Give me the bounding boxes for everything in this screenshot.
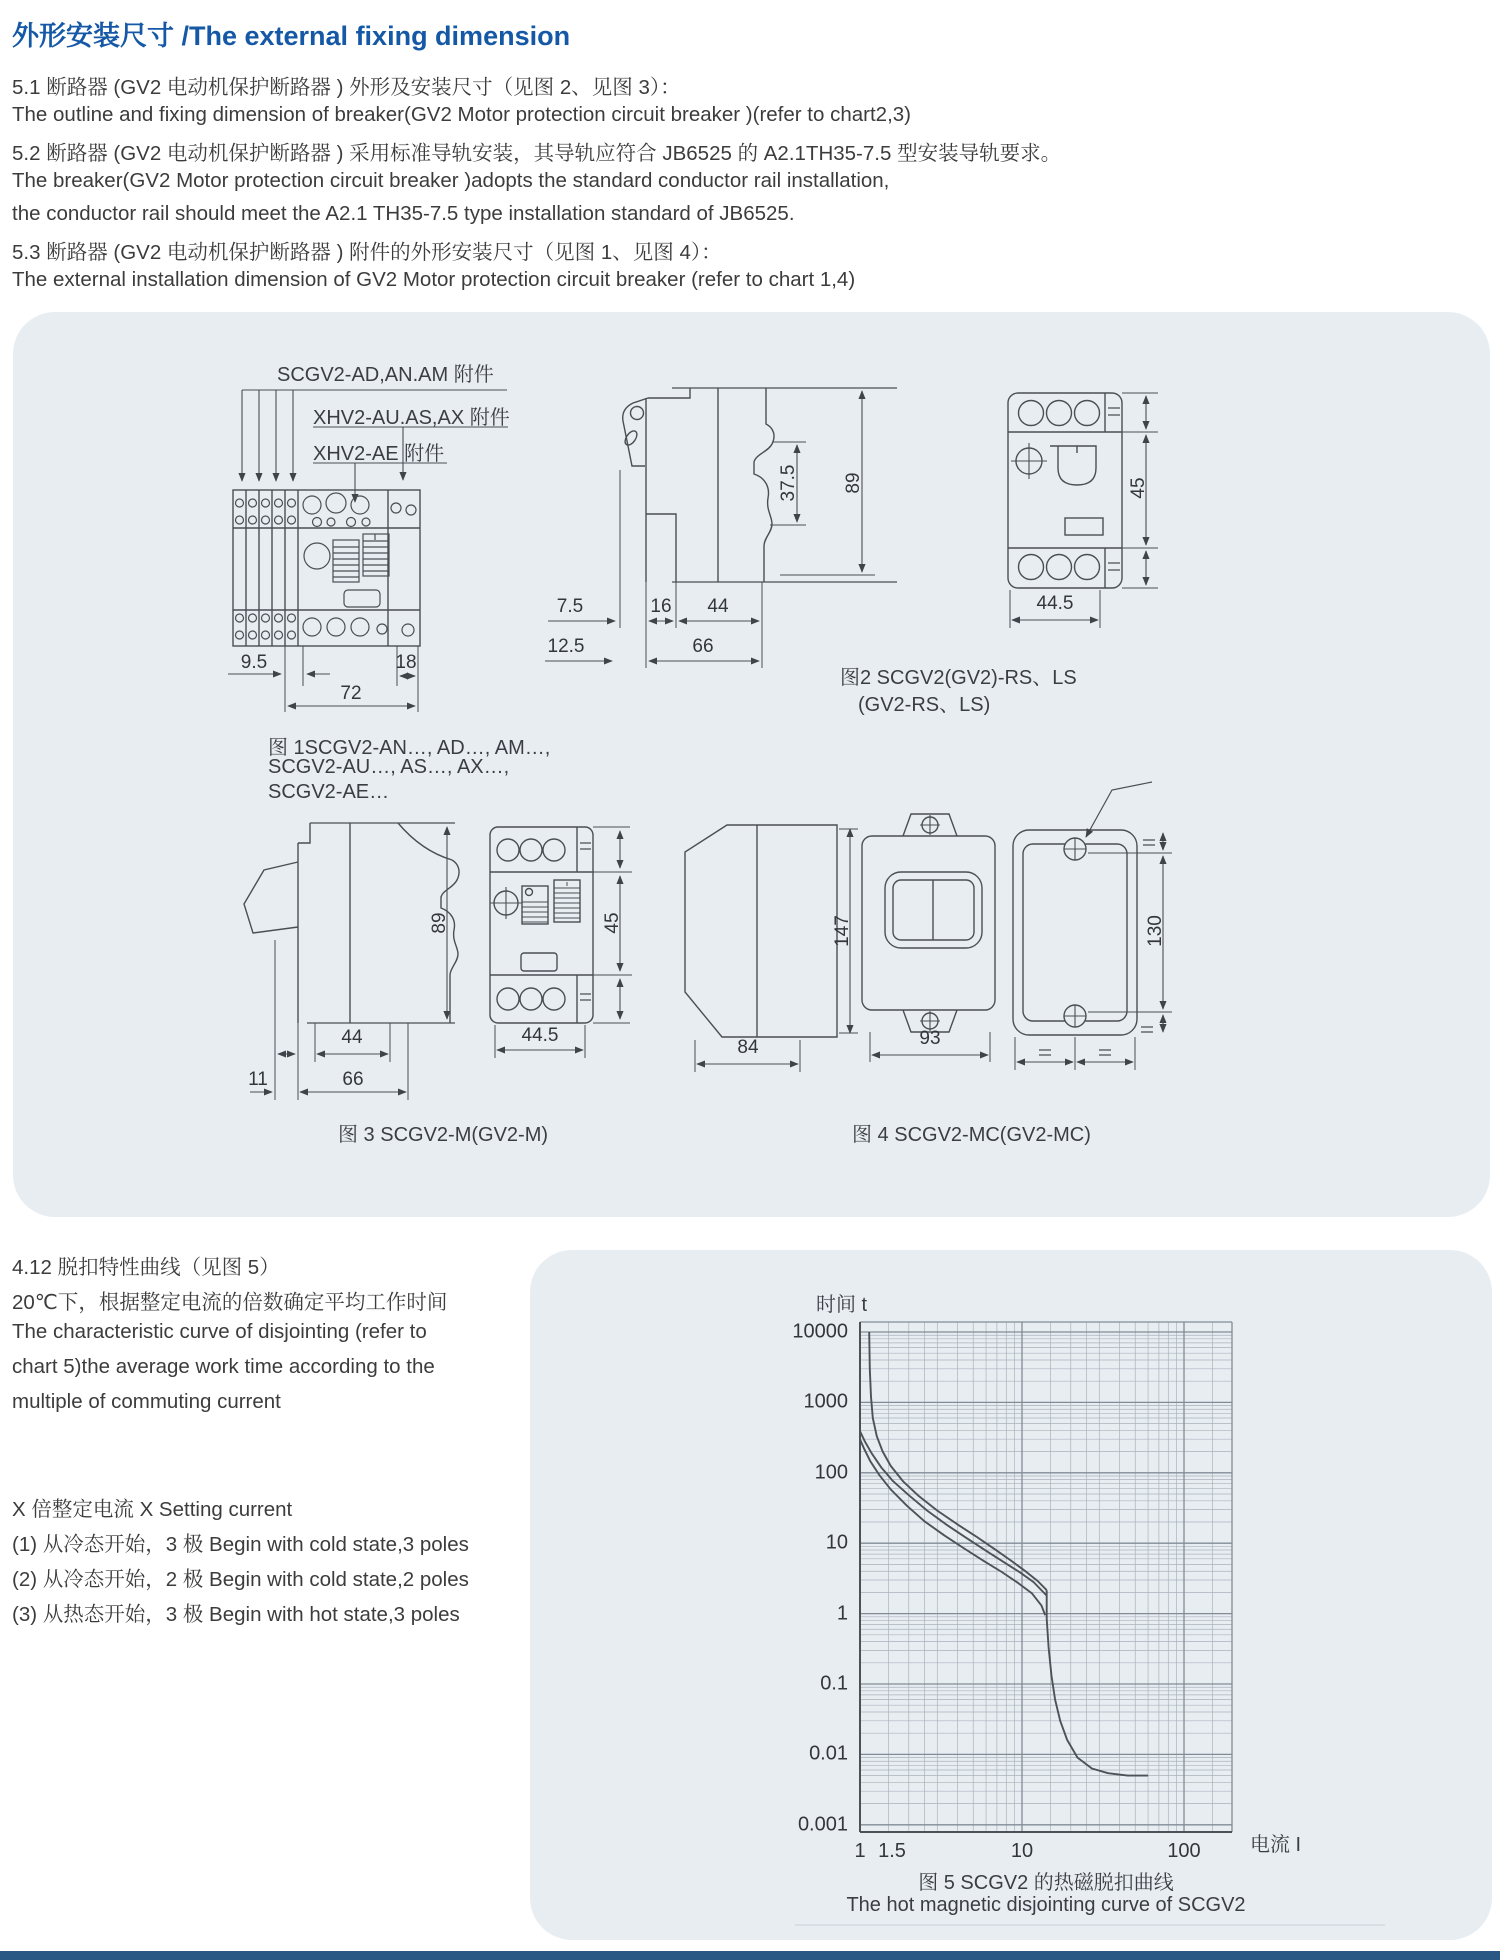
chart-y-tick: 0.001: [797, 1813, 848, 1836]
sec412-line: (1) 从冷态开始，3 极 Begin with cold state,3 poles: [12, 1533, 469, 1556]
fig2-dim-37-5: 37.5: [778, 464, 799, 502]
sec412-line: X 倍整定电流 X Setting current: [12, 1498, 293, 1521]
chart-x-tick: 1: [854, 1840, 866, 1862]
fig4-dim-130: 130: [1145, 915, 1166, 947]
fig2-front-dim-44-5: 44.5: [1036, 593, 1074, 614]
chart-y-tick: 10000: [792, 1320, 848, 1343]
chart-y-tick: 1: [836, 1602, 848, 1625]
fig2-dim-16: 16: [650, 596, 672, 617]
intro-line: 5.1 断路器 (GV2 电动机保护断路器 ) 外形及安装尺寸（见图 2、见图 3）：: [12, 76, 681, 99]
chart-caption-en: The hot magnetic disjointing curve of SCGV2: [846, 1894, 1246, 1916]
sec412-line: 20℃下，根据整定电流的倍数确定平均工作时间: [12, 1291, 448, 1314]
chart-y-tick: 0.1: [820, 1672, 848, 1695]
chart-x-tick: 1.5: [878, 1840, 906, 1862]
chart-y-tick: 0.01: [809, 1742, 848, 1765]
chart-x-tick: 100: [1167, 1840, 1201, 1862]
intro-line: 5.2 断路器 (GV2 电动机保护断路器 ) 采用标准导轨安装，其导轨应符合 JB6525 的 A2.1TH35-7.5 型安装导轨要求。: [12, 142, 1062, 165]
chart-panel-divider: [795, 1924, 1385, 1926]
intro-line: The breaker(GV2 Motor protection circuit breaker )adopts the standard conductor rail installation,: [12, 169, 890, 192]
fig4-dim-93: 93: [919, 1028, 941, 1049]
fig2-dim-12-5: 12.5: [547, 636, 585, 657]
fig3-front-dim-44-5: 44.5: [521, 1025, 559, 1046]
fig3-dim-44: 44: [341, 1027, 363, 1048]
fig1-dim-72: 72: [340, 683, 362, 704]
fig1-dim-9-5: 9.5: [240, 652, 268, 673]
fig2-dim-44: 44: [707, 596, 729, 617]
fig2-front-dim-45: 45: [1128, 477, 1149, 499]
sec412-line: 4.12 脱扣特性曲线（见图 5）: [12, 1256, 280, 1279]
chart-x-axis-title: 电流 I: [1250, 1834, 1302, 1856]
fig3-dim-66: 66: [342, 1069, 364, 1090]
chart-y-axis-title: 时间 t: [816, 1294, 868, 1316]
fig3-caption: 图 3 SCGV2-M(GV2-M): [338, 1124, 549, 1146]
page-title: 外形安装尺寸 /The external fixing dimension: [12, 21, 571, 51]
drawings-panel: [13, 312, 1490, 1217]
fig2-dim-66: 66: [692, 636, 714, 657]
fig1-attachment-label: SCGV2-AD,AN.AM 附件: [277, 364, 494, 386]
intro-line: The outline and fixing dimension of breaker(GV2 Motor protection circuit breaker )(refer to chart2,3): [12, 103, 911, 126]
sec412-line: multiple of commuting current: [12, 1390, 281, 1413]
fig4-dim-84: 84: [737, 1037, 759, 1058]
chart-y-tick: 10: [825, 1531, 848, 1554]
fig2-dim-7-5: 7.5: [556, 596, 584, 617]
fig3-dim-89: 89: [429, 912, 450, 934]
fig1-attachment-label: XHV2-AE 附件: [313, 443, 445, 465]
chart-x-tick: 10: [1010, 1840, 1034, 1862]
chart-y-tick: 1000: [803, 1390, 848, 1413]
sec412-line: (2) 从冷态开始，2 极 Begin with cold state,2 poles: [12, 1568, 469, 1591]
chart-panel: [530, 1250, 1492, 1940]
sec412-line: (3) 从热态开始，3 极 Begin with hot state,3 poles: [12, 1603, 460, 1626]
sec412-line: The characteristic curve of disjointing (refer to: [12, 1320, 427, 1343]
fig3-dim-11: 11: [248, 1069, 268, 1090]
chart-y-tick: 100: [814, 1461, 848, 1484]
fig2-dim-89: 89: [843, 472, 864, 494]
fig1-dim-18: 18: [395, 652, 417, 673]
intro-line: the conductor rail should meet the A2.1 TH35-7.5 type installation standard of JB6525.: [12, 202, 795, 225]
fig1-caption: SCGV2-AU…, AS…, AX…,: [268, 756, 510, 778]
intro-line: The external installation dimension of GV2 Motor protection circuit breaker (refer to chart 1,4): [12, 268, 856, 291]
fig2-caption: 图2 SCGV2(GV2)-RS、LS: [840, 667, 1077, 689]
sec412-line: chart 5)the average work time according to the: [12, 1355, 435, 1378]
page-footer-bar: [0, 1951, 1500, 1960]
fig3-front-dim-45: 45: [602, 912, 623, 934]
fig4-caption: 图 4 SCGV2-MC(GV2-MC): [852, 1124, 1091, 1146]
intro-line: 5.3 断路器 (GV2 电动机保护断路器 ) 附件的外形安装尺寸（见图 1、见图 4）：: [12, 241, 722, 264]
fig2-caption: (GV2-RS、LS): [858, 694, 991, 716]
fig1-caption: SCGV2-AE…: [268, 781, 390, 803]
fig4-dim-147: 147: [832, 915, 853, 947]
chart-caption-cn: 图 5 SCGV2 的热磁脱扣曲线: [918, 1872, 1174, 1894]
fig1-attachment-label: XHV2-AU.AS,AX 附件: [313, 407, 510, 429]
fig1-caption: 图 1SCGV2-AN…, AD…, AM…,: [268, 737, 551, 759]
